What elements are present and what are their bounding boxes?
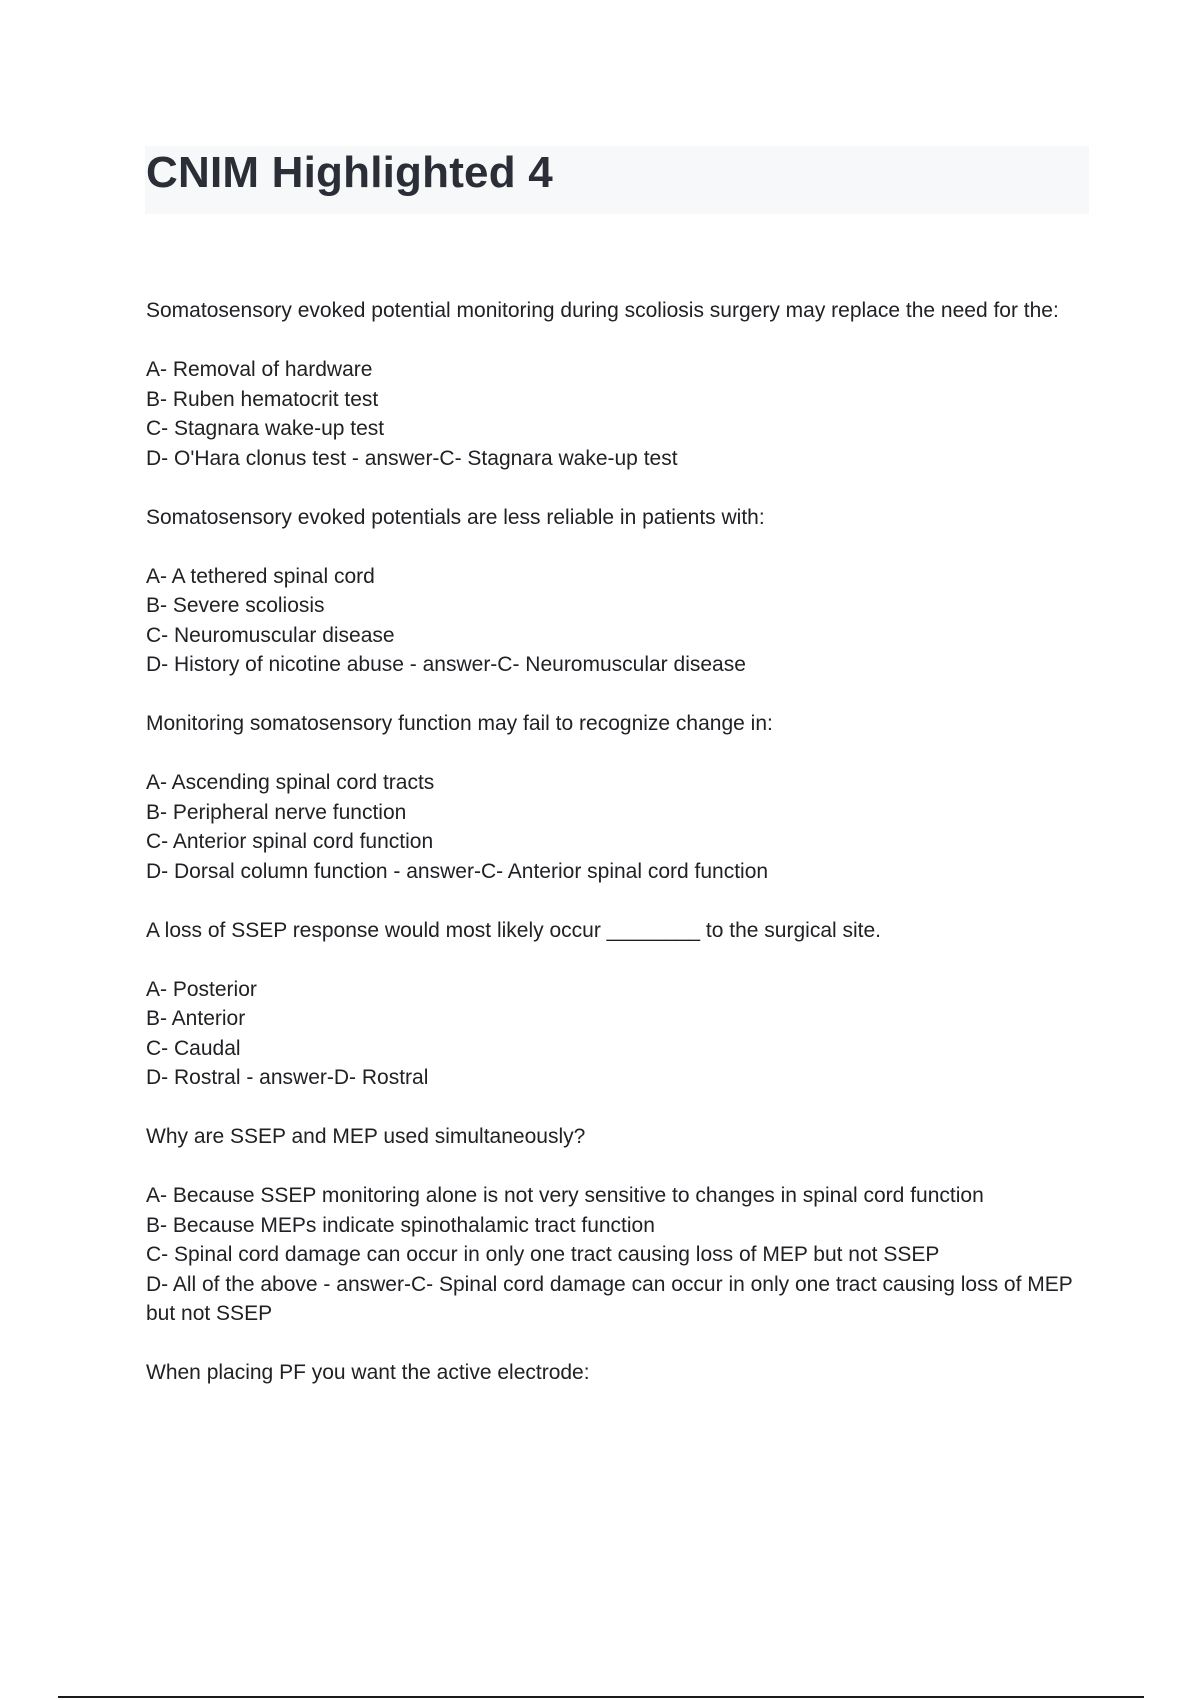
question-block xyxy=(146,296,1086,473)
question-prompt: When placing PF you want the active electrode: xyxy=(146,1361,590,1384)
answer-option: C- Stagnara wake-up test xyxy=(146,417,385,440)
answer-option: A- Posterior xyxy=(146,977,257,1001)
question-block xyxy=(146,916,1086,1093)
question-prompt: Monitoring somatosensory function may fail to recognize change in: xyxy=(146,712,773,735)
answer-option: A- Ascending spinal cord tracts xyxy=(146,771,435,794)
answer-options xyxy=(146,768,1086,886)
answer-option: A- Removal of hardware xyxy=(146,358,373,381)
question-prompt: A loss of SSEP response would most likely occur ________ to the surgical site. xyxy=(146,918,882,942)
answer-option: B- Anterior xyxy=(146,1007,246,1030)
answer-option: D- All of the above - answer-C- Spinal cord damage can occur in only one tract causing loss of MEP but not SSEP xyxy=(146,1272,1073,1325)
question-prompt: Somatosensory evoked potential monitoring during scoliosis surgery may replace the need for the: xyxy=(146,299,1059,322)
answer-option: D- History of nicotine abuse - answer-C- Neuromuscular disease xyxy=(146,653,746,676)
answer-option: B- Severe scoliosis xyxy=(146,594,325,617)
answer-option: A- Because SSEP monitoring alone is not very sensitive to changes in spinal cord function xyxy=(146,1184,984,1207)
question-prompt: Why are SSEP and MEP used simultaneously? xyxy=(146,1125,586,1148)
answer-options xyxy=(146,562,1086,680)
question-block xyxy=(146,503,1086,680)
answer-option: B- Peripheral nerve function xyxy=(146,800,407,824)
answer-option: B- Ruben hematocrit test xyxy=(146,387,379,411)
answer-option: A- A tethered spinal cord xyxy=(146,564,375,588)
answer-options xyxy=(146,975,1086,1093)
question-block xyxy=(146,1122,1086,1329)
question-block xyxy=(146,709,1086,886)
question-list xyxy=(146,296,1086,1417)
answer-option: D- O'Hara clonus test - answer-C- Stagnara wake-up test xyxy=(146,446,678,470)
answer-option: C- Spinal cord damage can occur in only one tract causing loss of MEP but not SSEP xyxy=(146,1243,940,1266)
question-block xyxy=(146,1358,1086,1388)
footer-divider xyxy=(58,1696,1144,1698)
question-prompt: Somatosensory evoked potentials are less reliable in patients with: xyxy=(146,505,765,529)
answer-options xyxy=(146,355,1086,473)
answer-option: B- Because MEPs indicate spinothalamic tract function xyxy=(146,1213,655,1237)
answer-options xyxy=(146,1181,1086,1329)
answer-option: C- Caudal xyxy=(146,1036,241,1060)
answer-option: C- Neuromuscular disease xyxy=(146,623,395,647)
answer-option: C- Anterior spinal cord function xyxy=(146,830,434,853)
page-title: CNIM Highlighted 4 xyxy=(146,148,553,197)
answer-option: D- Dorsal column function - answer-C- Anterior spinal cord function xyxy=(146,859,769,883)
answer-option: D- Rostral - answer-D- Rostral xyxy=(146,1066,429,1089)
